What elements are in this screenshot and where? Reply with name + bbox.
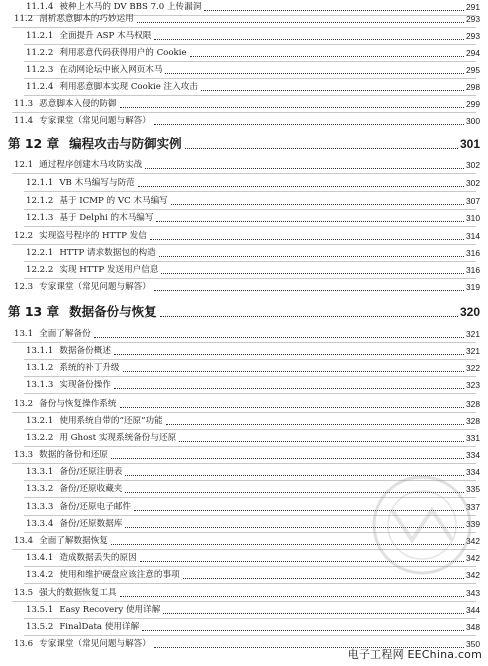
toc-leader-dots	[179, 435, 464, 442]
toc-leader-dots	[145, 162, 464, 169]
toc-page-number: 307	[466, 196, 480, 206]
toc-divider	[12, 601, 476, 602]
toc-leader-dots	[120, 590, 465, 597]
toc-entry-row	[0, 265, 480, 276]
toc-leader-dots	[154, 33, 464, 40]
toc-divider	[24, 278, 476, 279]
toc-divider	[12, 173, 476, 174]
toc-entry-number: 13.3.1	[26, 467, 54, 477]
toc-leader-dots	[159, 250, 464, 257]
toc-page-number: 320	[459, 305, 480, 319]
toc-leader-dots	[160, 310, 458, 317]
toc-divider	[24, 261, 476, 262]
toc-page-number: 344	[466, 605, 480, 615]
toc-divider	[12, 412, 476, 413]
toc-divider	[24, 61, 476, 62]
toc-entry-title: 备份/还原电子邮件	[59, 502, 131, 512]
toc-entry-title: 备份/还原数据库	[59, 519, 123, 529]
toc-page-number: 350	[466, 639, 480, 649]
toc-divider	[24, 226, 476, 227]
toc-entry-title: 系统的补丁升级	[59, 363, 120, 373]
toc-leader-dots	[166, 418, 464, 425]
toc-chapter-row	[0, 136, 480, 152]
toc-entry-row	[0, 65, 480, 76]
toc-divider	[24, 78, 476, 79]
toc-entry-number: 13.3	[14, 450, 34, 460]
toc-entry-row	[0, 346, 480, 357]
toc-page-number: 293	[466, 14, 480, 24]
toc-entry-title: 被种上木马的 DV BBS 7.0 上传漏洞	[59, 2, 202, 12]
toc-entry-number: 13.4.1	[26, 553, 54, 563]
toc-entry-title: 通过程序创建木马攻防实战	[39, 160, 143, 170]
toc-entry-title: 用 Ghost 实现系统备份与还原	[59, 433, 177, 443]
toc-entry-number: 13.5.2	[26, 622, 54, 632]
toc-page-number: 316	[466, 248, 480, 258]
toc-leader-dots	[123, 365, 465, 372]
toc-page-number: 302	[466, 178, 480, 188]
toc-entry-row	[0, 82, 480, 93]
toc-page-number: 322	[466, 363, 480, 373]
toc-divider	[12, 244, 476, 245]
toc-leader-dots	[156, 215, 464, 222]
toc-leader-dots	[190, 50, 464, 57]
toc-page-number: 337	[466, 502, 480, 512]
toc-page-number: 314	[466, 231, 480, 241]
toc-entry-title: 备份/还原收藏夹	[59, 484, 123, 494]
toc-chapter-row	[0, 304, 480, 320]
toc-leader-dots	[154, 118, 464, 125]
toc-leader-dots	[171, 198, 464, 205]
toc-entry-number: 13.3.3	[26, 502, 54, 512]
toc-page-number: 339	[466, 519, 480, 529]
toc-entry-row	[0, 196, 480, 207]
toc-page-number: 342	[466, 553, 480, 563]
toc-entry-title: 全面了解数据恢复	[39, 536, 108, 546]
toc-page-number: 302	[466, 160, 480, 170]
toc-divider	[12, 112, 476, 113]
toc-page-number: 293	[466, 31, 480, 41]
toc-entry-number: 13.1.1	[26, 346, 54, 356]
toc-entry-title: 强大的数据恢复工具	[39, 588, 117, 598]
toc-divider	[12, 27, 476, 28]
toc-page-number: 321	[466, 329, 480, 339]
toc-page-number: 295	[466, 65, 480, 75]
toc-page-number: 298	[466, 82, 480, 92]
toc-entry-title: 基于 Delphi 的木马编写	[59, 213, 154, 223]
toc-leader-dots	[163, 607, 464, 614]
footer-watermark-text: 电子工程网 EEChina.com	[347, 648, 482, 661]
toc-entry-title: 全面提升 ASP 木马权限	[59, 31, 152, 41]
toc-entry-number: 第 13 章	[8, 304, 60, 319]
toc-entry-number: 13.3.2	[26, 484, 54, 494]
toc-entry-number: 13.3.4	[26, 519, 54, 529]
toc-leader-dots	[114, 382, 464, 389]
toc-entry-number: 11.2	[14, 14, 34, 24]
toc-entry-number: 12.2	[14, 231, 34, 241]
toc-divider	[24, 635, 476, 636]
toc-entry-number: 11.2.4	[26, 82, 54, 92]
toc-page-number: 291	[466, 2, 480, 12]
toc-leader-dots	[161, 267, 464, 274]
toc-entry-number: 11.4	[14, 116, 34, 126]
toc-entry-number: 12.2.1	[26, 248, 54, 258]
toc-leader-dots	[114, 348, 464, 355]
toc-entry-title: 专家课堂（常见问题与解答）	[39, 282, 151, 292]
toc-page-number: 343	[466, 588, 480, 598]
toc-entry-title: 数据的备份和还原	[39, 450, 108, 460]
toc-entry-title: 专家课堂（常见问题与解答）	[39, 639, 151, 649]
toc-entry-number: 12.2.2	[26, 265, 54, 275]
toc-divider	[24, 393, 476, 394]
toc-divider	[24, 209, 476, 210]
toc-leader-dots	[201, 84, 464, 91]
toc-page-number: 319	[466, 282, 480, 292]
toc-entry-title: 编程攻击与防御实例	[69, 136, 182, 151]
toc-entry-title: 剖析恶意脚本的巧妙运用	[39, 14, 134, 24]
toc-divider	[24, 95, 476, 96]
toc-entry-row	[0, 282, 480, 293]
toc-divider	[24, 446, 476, 447]
toc-divider	[24, 429, 476, 430]
toc-entry-row	[0, 329, 480, 340]
toc-entry-number: 第 12 章	[8, 136, 60, 151]
toc-entry-title: 备份与恢复操作系统	[39, 399, 117, 409]
toc-entry-number: 13.1.2	[26, 363, 54, 373]
toc-divider	[12, 342, 476, 343]
toc-entry-number: 12.1	[14, 160, 34, 170]
toc-leader-dots	[120, 101, 465, 108]
toc-divider	[12, 463, 476, 464]
toc-entry-number: 11.1.4	[26, 2, 54, 12]
toc-entry-row	[0, 248, 480, 259]
toc-divider	[24, 618, 476, 619]
toc-page-number: 310	[466, 213, 480, 223]
toc-leader-dots	[150, 233, 464, 240]
toc-divider	[24, 44, 476, 45]
toc-page-number: 334	[466, 450, 480, 460]
toc-entry-row	[0, 399, 480, 410]
toc-page-number: 323	[466, 380, 480, 390]
toc-entry-row	[0, 99, 480, 110]
toc-entry-row	[0, 2, 480, 13]
toc-entry-number: 13.1	[14, 329, 34, 339]
toc-entry-title: HTTP 请求数据包的构造	[59, 248, 156, 258]
toc-entry-row	[0, 160, 480, 171]
toc-leader-dots	[120, 401, 465, 408]
toc-page-number: 294	[466, 48, 480, 58]
toc-entry-number: 11.3	[14, 99, 34, 109]
toc-page-number: 321	[466, 346, 480, 356]
toc-page-number: 301	[459, 137, 480, 151]
toc-entry-number: 13.6	[14, 639, 34, 649]
toc-page-number: 328	[466, 416, 480, 426]
toc-entry-title: 实现盗号程序的 HTTP 发信	[39, 231, 147, 241]
toc-page-number: 331	[466, 433, 480, 443]
toc-page-number: 328	[466, 399, 480, 409]
toc-entry-row	[0, 231, 480, 242]
watermark-stamp-icon	[332, 470, 482, 590]
toc-entry-title: 恶意脚本入侵的防御	[39, 99, 117, 109]
toc-entry-row	[0, 14, 480, 25]
toc-entry-number: 12.1.3	[26, 213, 54, 223]
toc-leader-dots	[137, 16, 464, 23]
toc-entry-row	[0, 605, 480, 616]
toc-entry-title: 备份/还原注册表	[59, 467, 123, 477]
toc-leader-dots	[94, 331, 464, 338]
toc-entry-number: 13.5	[14, 588, 34, 598]
toc-entry-title: 实现备份操作	[59, 380, 111, 390]
toc-entry-title: 数据备份概述	[59, 346, 111, 356]
toc-entry-title: 利用恶意代码获得用户的 Cookie	[59, 48, 187, 58]
toc-entry-title: 使用系统自带的“还原”功能	[59, 416, 163, 426]
toc-divider	[24, 191, 476, 192]
toc-divider	[24, 376, 476, 377]
toc-entry-title: 造成数据丢失的原因	[59, 553, 137, 563]
toc-entry-row	[0, 363, 480, 374]
toc-entry-row	[0, 48, 480, 59]
toc-entry-title: FinalData 使用详解	[59, 622, 140, 632]
toc-page-number: 342	[466, 570, 480, 580]
toc-entry-number: 12.3	[14, 282, 34, 292]
toc-entry-title: VB 木马编写与防范	[59, 178, 135, 188]
toc-entry-row	[0, 178, 480, 189]
toc-page-number: 299	[466, 99, 480, 109]
toc-entry-number: 13.5.1	[26, 605, 54, 615]
toc-entry-number: 11.2.1	[26, 31, 54, 41]
toc-entry-row	[0, 622, 480, 633]
toc-entry-row	[0, 116, 480, 127]
toc-entry-number: 13.2.1	[26, 416, 54, 426]
toc-leader-dots	[204, 4, 464, 11]
toc-leader-dots	[185, 142, 458, 149]
toc-entry-number: 13.2.2	[26, 433, 54, 443]
toc-entry-title: Easy Recovery 使用详解	[59, 605, 161, 615]
toc-entry-number: 13.4	[14, 536, 34, 546]
toc-page-number: 300	[466, 116, 480, 126]
toc-leader-dots	[165, 67, 464, 74]
toc-entry-row	[0, 450, 480, 461]
toc-entry-row	[0, 213, 480, 224]
toc-entry-number: 11.2.3	[26, 65, 54, 75]
toc-entry-title: 实现 HTTP 发送用户信息	[59, 265, 159, 275]
toc-entry-number: 12.1.2	[26, 196, 54, 206]
toc-page-number: 342	[466, 536, 480, 546]
toc-entry-row	[0, 31, 480, 42]
toc-entry-row	[0, 433, 480, 444]
toc-page-number: 335	[466, 484, 480, 494]
toc-divider	[24, 359, 476, 360]
toc-leader-dots	[142, 624, 464, 631]
toc-page-number: 316	[466, 265, 480, 275]
toc-page-number: 334	[466, 467, 480, 477]
toc-entry-number: 13.2	[14, 399, 34, 409]
toc-entry-number: 11.2.2	[26, 48, 54, 58]
toc-entry-title: 全面了解备份	[39, 329, 91, 339]
toc-entry-title: 使用和维护硬盘应该注意的事项	[59, 570, 180, 580]
toc-entry-number: 13.1.3	[26, 380, 54, 390]
toc-entry-title: 数据备份与恢复	[69, 304, 157, 319]
toc-entry-number: 12.1.1	[26, 178, 54, 188]
toc-entry-title: 专家课堂（常见问题与解答）	[39, 116, 151, 126]
toc-leader-dots	[111, 452, 464, 459]
toc-entry-number: 13.4.2	[26, 570, 54, 580]
toc-entry-title: 在动网论坛中嵌入网页木马	[59, 65, 163, 75]
toc-entry-row	[0, 380, 480, 391]
toc-entry-row	[0, 416, 480, 427]
toc-entry-title: 基于 ICMP 的 VC 木马编写	[59, 196, 168, 206]
toc-page-number: 348	[466, 622, 480, 632]
toc-leader-dots	[154, 284, 464, 291]
toc-leader-dots	[138, 180, 464, 187]
toc-entry-title: 利用恶意脚本实现 Cookie 注入攻击	[59, 82, 198, 92]
